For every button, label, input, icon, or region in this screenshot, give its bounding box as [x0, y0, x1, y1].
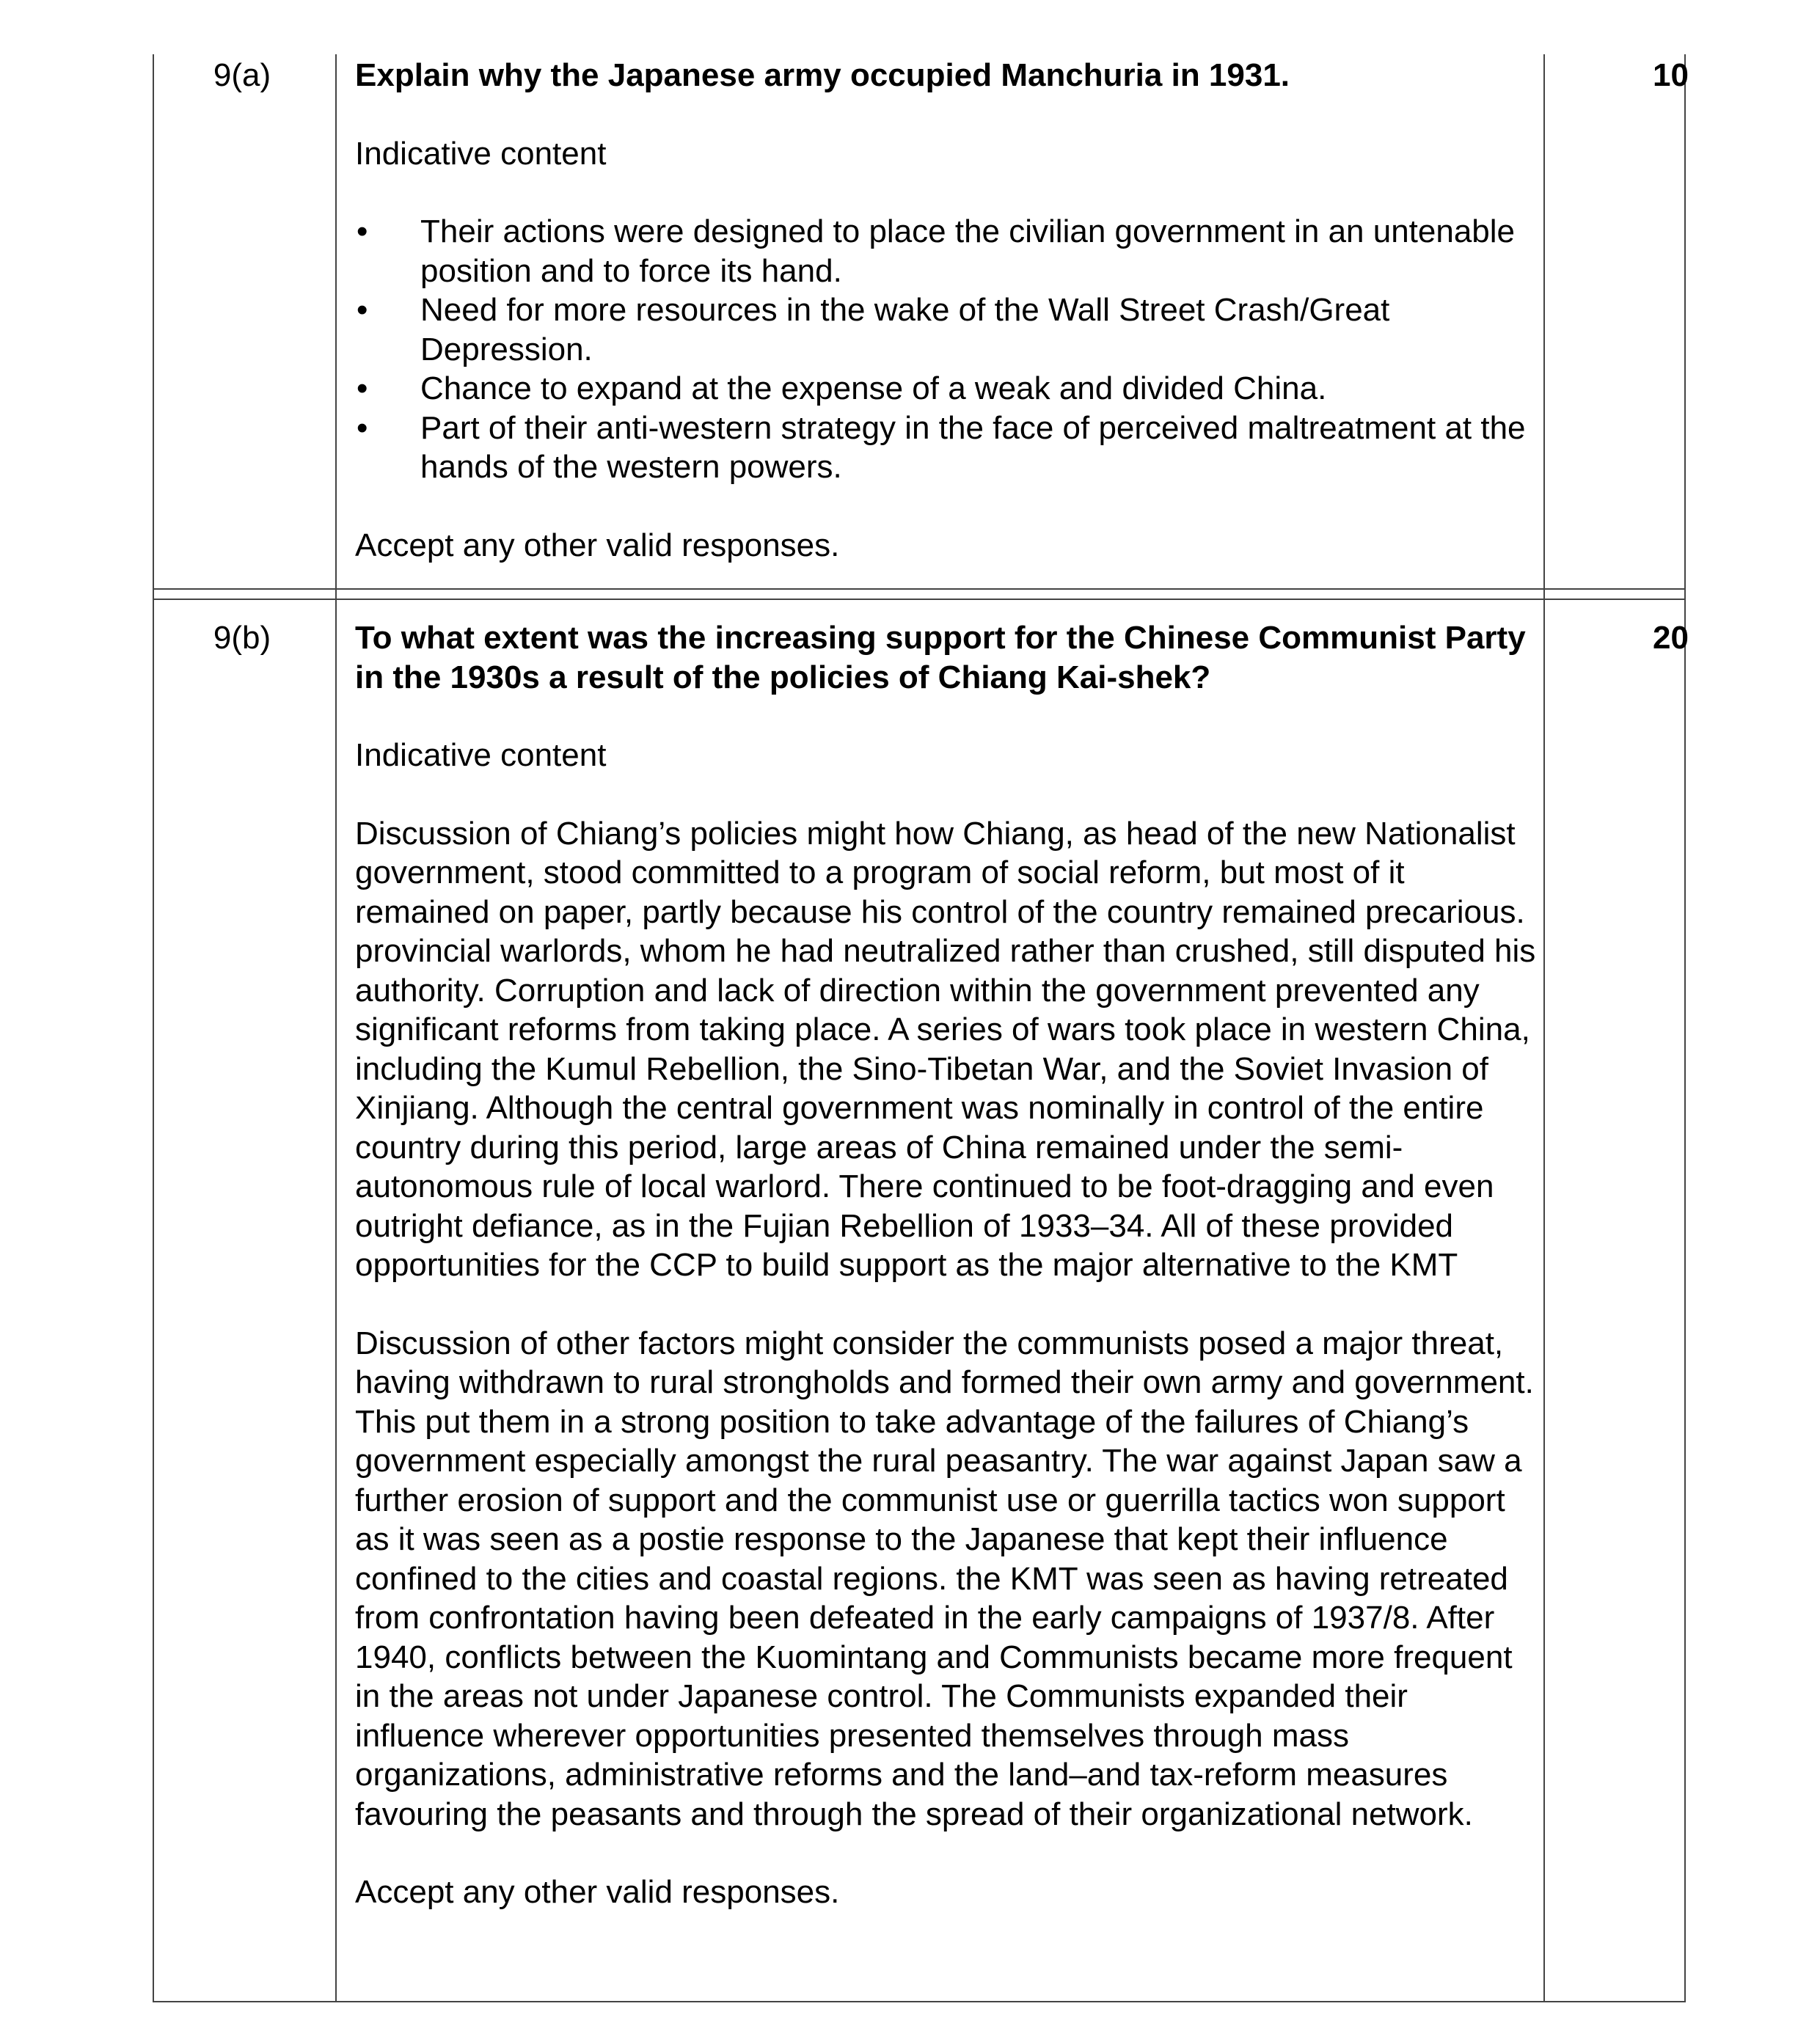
bullet-item: • Part of their anti-western strategy in the face of perceived maltreatment at the hands of the western powers. [357, 409, 1526, 485]
discussion-paragraph: Discussion of Chiang’s policies might how Chiang, as head of the new Nationalist government, stood committed to a program of social reform, but most of it remained on paper, partly because his control of the country remained precarious. provincial warlords, whom he had neutralized rather than crushed, still disputed his authority. Corruption and lack of direction within the government prevented any significant reforms from taking place. A series of wars took place in western China, including the Kumul Rebellion, the Sino-Tibetan War, and the Soviet Invasion of Xinjiang. Although the central government was nominally in control of the entire country during this period, large areas of China remained under the semi-autonomous rule of local warlord. There continued to be foot-dragging and even outright defiance, as in the Fujian Rebellion of 1933–34. All of these provided opportunities for the CCP to build support as the major alternative to the KMT [355, 815, 1536, 1283]
table-border-left [153, 54, 154, 2002]
column-divider-marks [1543, 54, 1545, 2002]
column-divider-question [335, 54, 337, 2002]
question-text: To what extent was the increasing support for the Chinese Communist Party in the 1930s a result of the policies of Chiang Kai-shek? [355, 620, 1526, 695]
bullet-icon: • [357, 292, 368, 328]
question-marks: 20 [1653, 620, 1689, 656]
question-number: 9(a) [213, 57, 271, 93]
indicative-bullet-list [355, 212, 1543, 487]
closing-note: Accept any other valid responses. [355, 1874, 840, 1910]
bullet-item: • Chance to expand at the expense of a weak and divided China. [355, 369, 1543, 409]
question-number: 9(b) [213, 620, 271, 656]
row-separator-bottom [153, 599, 1686, 600]
bullet-icon: • [357, 370, 368, 406]
answer-guidance-9a [355, 56, 1543, 565]
table-border-right [1684, 54, 1686, 2002]
row-separator-top [153, 588, 1686, 590]
bullet-icon: • [357, 409, 368, 446]
indicative-content-label: Indicative content [355, 737, 607, 773]
bullet-item: • Need for more resources in the wake of the Wall Street Crash/Great Depression. [357, 292, 1390, 367]
answer-guidance-9b [355, 618, 1543, 1912]
indicative-content-label: Indicative content [355, 135, 607, 172]
closing-note: Accept any other valid responses. [355, 527, 840, 563]
discussion-paragraph: Discussion of other factors might consider the communists posed a major threat, having withdrawn to rural strongholds and formed their own army and government. This put them in a strong position to take advantage of the failures of Chiang’s government especially amongst the rural peasantry. The war against Japan saw a further erosion of support and the communist use or guerrilla tactics won support as it was seen as a postie response to the Japanese that kept their influence confined to the cities and coastal regions. the KMT was seen as having retreated from confrontation having been defeated in the early campaigns of 1937/8. After 1940, conflicts between the Kuomintang and Communists became more frequent in the areas not under Japanese control. The Communists expanded their influence wherever opportunities presented themselves through mass organizations, administrative reforms and the land–and tax-reform measures favouring the peasants and through the spread of their organizational network. [355, 1325, 1534, 1832]
table-border-bottom [153, 2001, 1686, 2002]
question-marks: 10 [1653, 57, 1689, 93]
bullet-item: • Their actions were designed to place the civilian government in an untenable position and to force its hand. [357, 213, 1516, 289]
bullet-icon: • [357, 213, 368, 249]
question-text: Explain why the Japanese army occupied Manchuria in 1931. [355, 57, 1290, 93]
